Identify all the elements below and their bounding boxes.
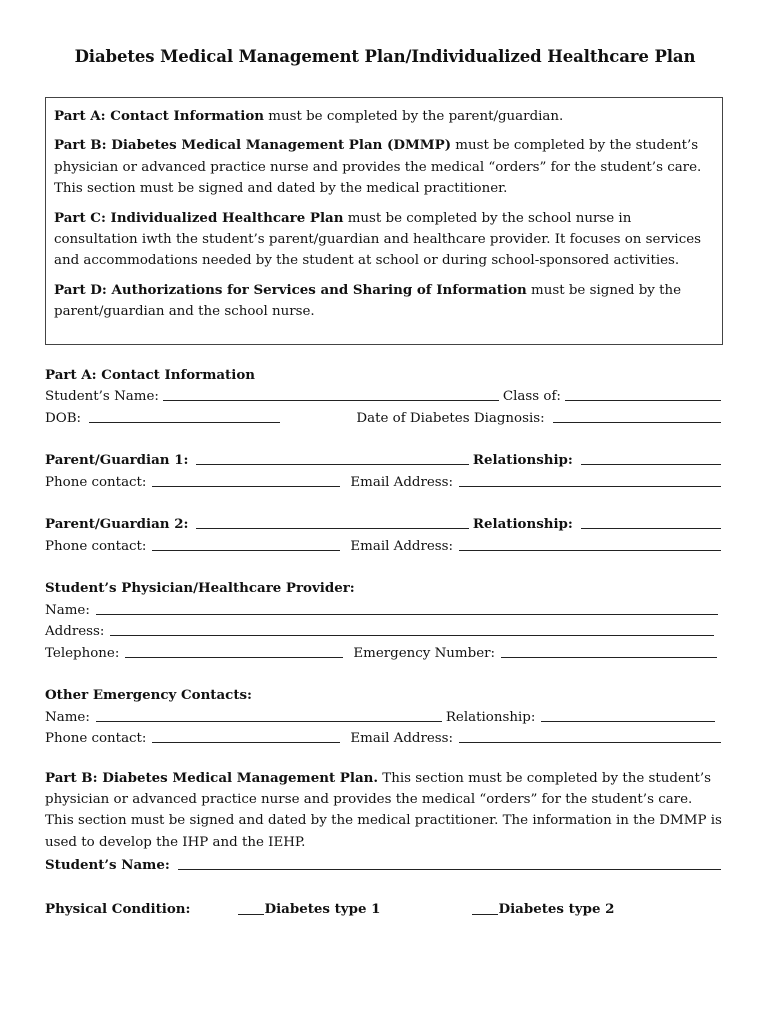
other-contact-row <box>45 704 725 725</box>
part-b-student-name-label: Student’s Name: <box>45 857 170 873</box>
summary-part-b-text: must be completed by the student’s physician or advanced practice nurse and provides the medical “orders” for the student’s care. This section must be signed and dated by the medical practitioner. <box>54 138 702 197</box>
student-name-field[interactable] <box>163 386 499 401</box>
other-contact-name-label: Name: <box>45 710 90 725</box>
other-contact-phone-label: Phone contact: <box>45 731 147 746</box>
parent1-relationship-label: Relationship: <box>472 452 573 468</box>
summary-part-d <box>54 280 714 323</box>
other-contact-phone-field[interactable] <box>152 728 340 743</box>
physical-condition-row <box>45 896 725 917</box>
summary-part-a <box>54 106 714 127</box>
telephone-field[interactable] <box>125 643 343 658</box>
physician-address-label: Address: <box>45 624 105 639</box>
other-contact-relationship-field[interactable] <box>541 707 715 722</box>
part-b-intro <box>45 768 725 853</box>
part-a-heading: Part A: Contact Information <box>45 367 255 383</box>
physician-phone-row <box>45 640 725 661</box>
parent2-relationship-label: Relationship: <box>472 516 573 532</box>
other-contact-email-field[interactable] <box>459 728 721 743</box>
parent2-label: Parent/Guardian 2: <box>45 516 189 532</box>
parent1-row <box>45 447 725 468</box>
parent1-phone-label: Phone contact: <box>45 475 147 490</box>
class-of-label: Class of: <box>502 389 561 404</box>
diagnosis-date-field[interactable] <box>553 408 721 423</box>
diabetes-type1-label: Diabetes type 1 <box>264 901 381 917</box>
parent2-phone-field[interactable] <box>152 536 340 551</box>
summary-part-d-heading: Part D: Authorizations for Services and Sharing of Information <box>54 281 527 298</box>
summary-part-a-text: must be completed by the parent/guardian. <box>264 109 564 124</box>
part-b-student-name-field[interactable] <box>178 855 721 870</box>
summary-part-c-text: must be completed by the school nurse in consultation iwth the student’s parent/guardian and healthcare provider. It focuses on services and accommodations needed by the student at school or during school-sponsored activities. <box>54 210 702 269</box>
other-contact-phone-row <box>45 725 725 746</box>
parent1-email-field[interactable] <box>459 472 721 487</box>
physical-condition-label: Physical Condition: <box>45 901 191 917</box>
diabetes-type2-label: Diabetes type 2 <box>498 901 615 917</box>
summary-part-b <box>54 135 714 199</box>
emergency-number-label: Emergency Number: <box>353 646 496 661</box>
parent2-email-label: Email Address: <box>350 539 454 554</box>
other-contact-relationship-label: Relationship: <box>445 710 536 725</box>
parent1-contact-row <box>45 469 725 490</box>
diabetes-type1-blank[interactable] <box>238 901 264 915</box>
physician-name-field[interactable] <box>96 600 718 615</box>
student-row <box>45 383 725 404</box>
dob-field[interactable] <box>89 408 280 423</box>
part-b-text: This section must be completed by the student’s physician or advanced practice nurse and provides the medical “orders” for the student’s care. This section must be signed and dated by the medical practitioner. The information in the DMMP is used to develop the IHP and the IEHP. <box>45 771 722 850</box>
diabetes-type2-blank[interactable] <box>472 901 498 915</box>
parent2-field[interactable] <box>196 514 468 529</box>
physician-address-field[interactable] <box>110 621 714 636</box>
summary-part-a-heading: Part A: Contact Information <box>54 108 264 124</box>
summary-part-b-heading: Part B: Diabetes Medical Management Plan (DMMP) <box>54 137 452 154</box>
summary-part-d-text: must be signed by the parent/guardian and the school nurse. <box>54 282 682 320</box>
physician-name-label: Name: <box>45 603 90 618</box>
physician-heading: Student’s Physician/Healthcare Provider: <box>45 580 355 596</box>
part-b-heading: Part B: Diabetes Medical Management Plan. <box>45 770 379 786</box>
class-of-field[interactable] <box>565 386 721 401</box>
summary-part-c-heading: Part C: Individualized Healthcare Plan <box>54 209 344 226</box>
dob-row <box>45 405 725 426</box>
parent1-phone-field[interactable] <box>152 472 340 487</box>
part-b-student-row <box>45 852 725 873</box>
parent2-relationship-field[interactable] <box>581 514 721 529</box>
parent1-field[interactable] <box>196 450 468 465</box>
emergency-number-field[interactable] <box>501 643 717 658</box>
physician-address-row <box>45 618 725 639</box>
parent2-phone-label: Phone contact: <box>45 539 147 554</box>
parent2-email-field[interactable] <box>459 536 721 551</box>
parent2-contact-row <box>45 533 725 554</box>
parent2-row <box>45 511 725 532</box>
telephone-label: Telephone: <box>45 646 120 661</box>
parent1-relationship-field[interactable] <box>581 450 721 465</box>
other-contacts-heading: Other Emergency Contacts: <box>45 687 252 703</box>
other-contact-email-label: Email Address: <box>350 731 454 746</box>
parts-summary-box <box>45 97 723 345</box>
diagnosis-date-label: Date of Diabetes Diagnosis: <box>356 411 545 426</box>
other-contact-name-field[interactable] <box>96 707 442 722</box>
physician-name-row <box>45 597 725 618</box>
document-title: Diabetes Medical Management Plan/Individualized Healthcare Plan <box>74 47 696 66</box>
parent1-label: Parent/Guardian 1: <box>45 452 189 468</box>
dob-label: DOB: <box>45 411 82 426</box>
parent1-email-label: Email Address: <box>350 475 454 490</box>
student-name-label: Student’s Name: <box>45 389 159 404</box>
summary-part-c <box>54 208 714 272</box>
